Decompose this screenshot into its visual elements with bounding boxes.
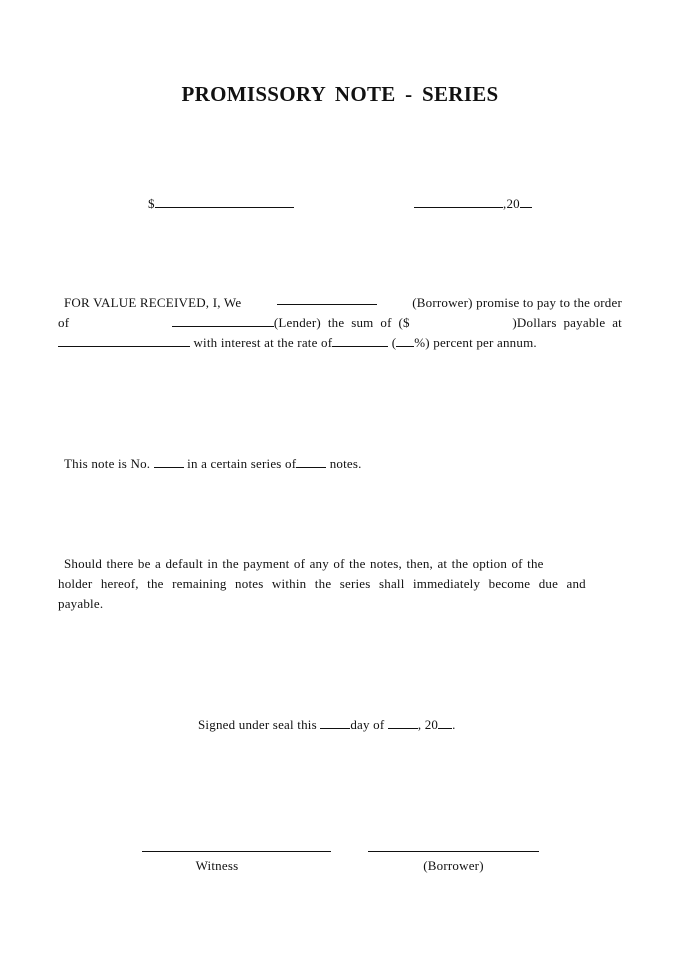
interest-rate-number-blank bbox=[396, 335, 414, 347]
paragraph1-line2 bbox=[58, 313, 622, 333]
paragraph1-line1 bbox=[58, 293, 622, 313]
witness-signature-line bbox=[142, 851, 331, 852]
lender-name-blank bbox=[172, 315, 274, 327]
interest-rate-words-blank bbox=[332, 335, 388, 347]
p1-line3-paren: ( bbox=[391, 335, 397, 350]
paragraph-value-received bbox=[58, 293, 622, 353]
date-blank bbox=[414, 196, 503, 208]
witness-label: Witness bbox=[195, 858, 239, 873]
p1-line3-percent: %) percent per annum. bbox=[414, 335, 537, 350]
borrower-signature-line bbox=[368, 851, 539, 852]
signed-text: Signed under seal this bbox=[198, 717, 317, 732]
document-title: PROMISSORY NOTE - SERIES bbox=[181, 82, 499, 106]
p1-line1-start: FOR VALUE RECEIVED, I, We bbox=[64, 295, 242, 310]
p3-line3: payable. bbox=[58, 596, 104, 611]
p1-line2-dollars: )Dollars payable at bbox=[512, 315, 622, 330]
paragraph3-line1 bbox=[58, 554, 622, 574]
paragraph-note-number bbox=[64, 456, 362, 472]
signed-year-blank bbox=[438, 717, 452, 729]
lender-group bbox=[172, 313, 410, 333]
signed-day-blank bbox=[320, 717, 350, 729]
paragraph-default bbox=[58, 554, 622, 614]
signed-under-seal bbox=[198, 717, 456, 733]
date-header bbox=[414, 196, 532, 212]
signed-month-blank bbox=[388, 717, 418, 729]
p2-notes: notes. bbox=[329, 456, 362, 471]
year-blank bbox=[520, 196, 532, 208]
amount-blank bbox=[155, 196, 294, 208]
p3-line1: Should there be a default in the payment of any of the notes, then, at the option of the bbox=[64, 556, 544, 571]
p2-series: in a certain series of bbox=[187, 456, 297, 471]
signed-day-of: day of bbox=[350, 717, 385, 732]
p1-line1-end: (Borrower) promise to pay to the order bbox=[412, 295, 622, 310]
signed-period: . bbox=[452, 717, 456, 732]
paragraph1-line3 bbox=[58, 333, 622, 353]
borrower-label: (Borrower) bbox=[423, 858, 484, 873]
p3-line2: holder hereof, the remaining notes within the series shall immediately become due and bbox=[58, 576, 586, 591]
paragraph3-line3 bbox=[58, 594, 622, 614]
year-prefix: ,20 bbox=[503, 196, 520, 211]
payment-location-blank bbox=[58, 335, 190, 347]
p2-note-no: This note is No. bbox=[64, 456, 151, 471]
p1-line2-sum: (Lender) the sum of ($ bbox=[273, 315, 410, 330]
borrower-name-blank bbox=[277, 293, 377, 305]
series-count-blank bbox=[296, 456, 326, 468]
p1-line3-interest: with interest at the rate of bbox=[193, 335, 333, 350]
note-number-blank bbox=[154, 456, 184, 468]
signed-year-prefix: , 20 bbox=[417, 717, 439, 732]
amount-header bbox=[148, 196, 294, 212]
paragraph3-line2 bbox=[58, 574, 622, 594]
p1-line2-of: of bbox=[58, 315, 70, 330]
dollar-sign: $ bbox=[148, 196, 155, 211]
